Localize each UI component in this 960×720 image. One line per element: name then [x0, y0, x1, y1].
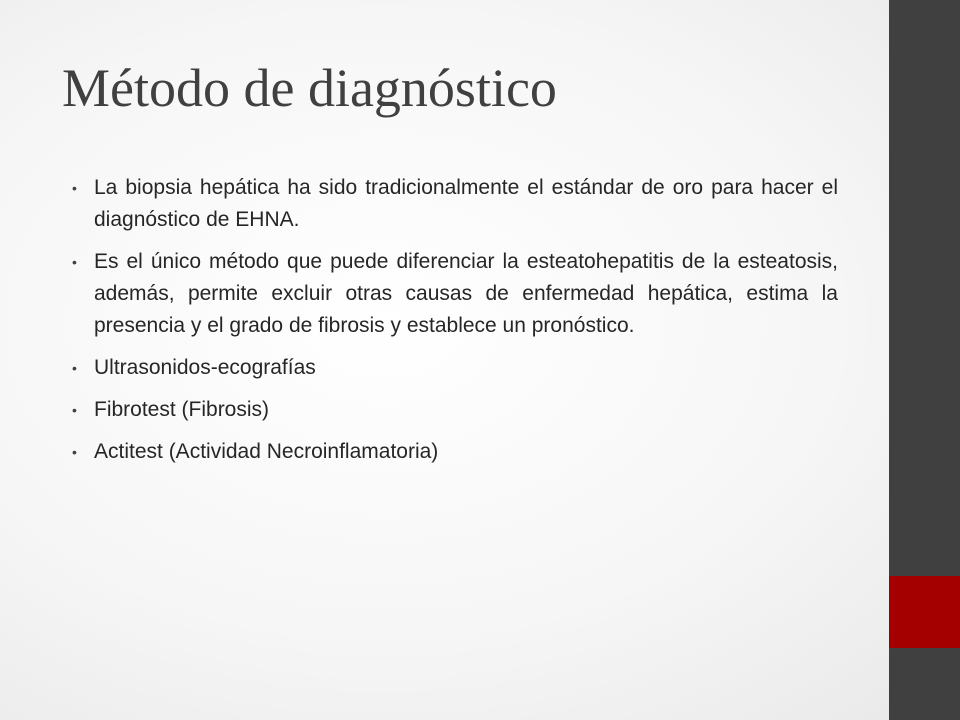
list-item-text: Ultrasonidos-ecografías [94, 356, 316, 379]
list-item [72, 246, 838, 342]
list-item-text: Actitest (Actividad Necroinflamatoria) [94, 440, 439, 463]
bullet-icon: • [72, 360, 77, 376]
list-item-text: Fibrotest (Fibrosis) [94, 398, 270, 421]
slide-title: Método de diagnóstico [62, 58, 557, 118]
list-item [72, 436, 838, 468]
list-item-text: Es el único método que puede diferenciar la esteatohepatitis de la esteatosis, además, permite excluir otras causas de enfermedad hepática, estima la presencia y el grado de fibrosis y establece un pronóstico. [94, 250, 838, 337]
sidebar-decoration [889, 0, 960, 720]
list-item [72, 172, 838, 236]
list-item-text: La biopsia hepática ha sido tradicionalmente el estándar de oro para hacer el diagnóstico de EHNA. [94, 176, 838, 231]
list-item [72, 394, 838, 426]
bullet-list [72, 172, 838, 478]
list-item [72, 352, 838, 384]
bullet-icon: • [72, 402, 77, 418]
bullet-icon: • [72, 180, 77, 196]
bullet-icon: • [72, 254, 77, 270]
bullet-icon: • [72, 444, 77, 460]
accent-block [889, 576, 960, 648]
